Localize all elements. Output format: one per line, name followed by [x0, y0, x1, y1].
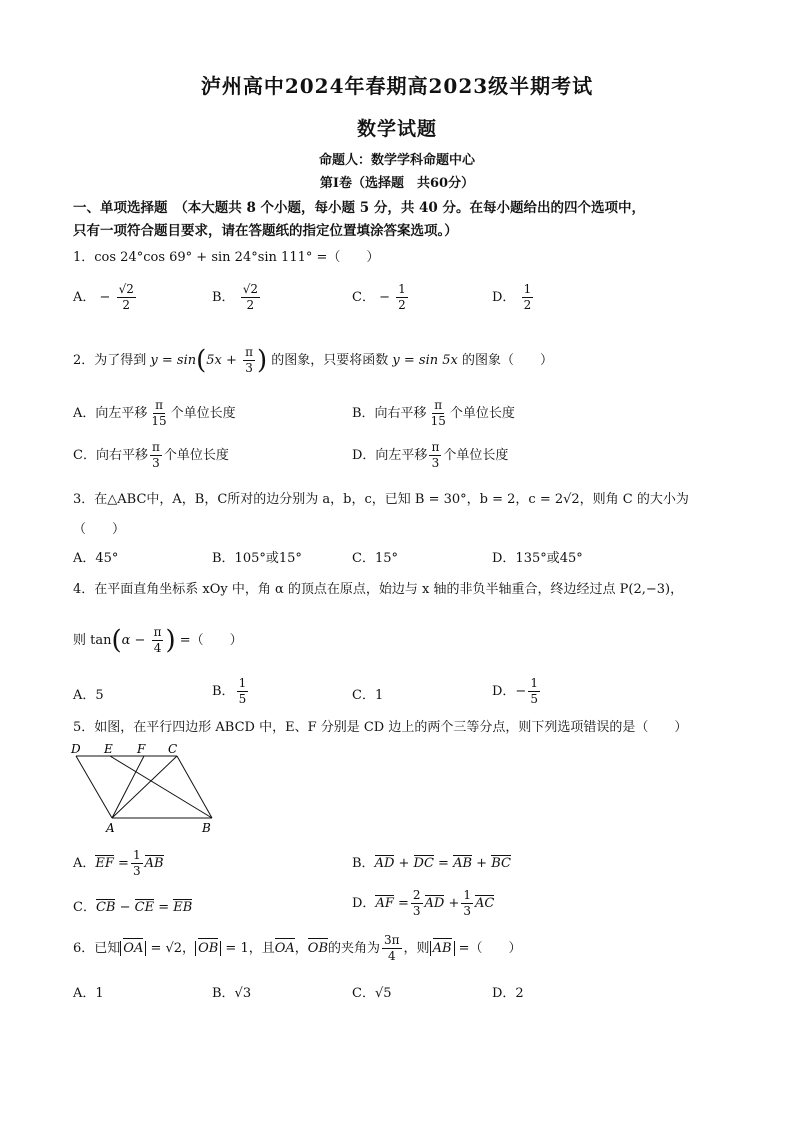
q4-option-a: A．5	[73, 688, 104, 703]
section-heading-line2: 只有一项符合题目要求，请在答题纸的指定位置填涂答案选项。）	[73, 223, 458, 239]
vector: AB	[433, 939, 452, 959]
question-4-line2	[73, 625, 733, 656]
option-text: B．向右平移	[352, 406, 427, 421]
q5-option-b: B．AD + DC = AB + BC	[352, 856, 511, 871]
q6-oa-val: = √2，	[150, 941, 196, 956]
segment-eb	[110, 756, 212, 818]
denominator: 15	[430, 414, 446, 428]
fraction	[243, 345, 255, 376]
abs-ab	[430, 941, 455, 956]
question-5: 5．如图，在平行四边形 ABCD 中，E、F 分别是 CD 边上的两个三等分点，则下列选项错误的是（ ）	[73, 720, 688, 735]
q4-option-b	[212, 676, 250, 707]
author-line: 命题人：数学学科命题中心	[318, 153, 475, 168]
abs-ob	[195, 941, 221, 956]
fraction	[152, 625, 164, 656]
segment-ac	[112, 756, 177, 818]
option-text: 个单位长度	[170, 406, 236, 421]
q1-option-b	[212, 282, 262, 313]
fraction	[241, 282, 260, 313]
equals: =	[118, 856, 129, 871]
denominator: 4	[153, 641, 162, 655]
denominator: 3	[463, 904, 472, 918]
numerator: 1	[238, 676, 247, 690]
denominator: 3	[152, 456, 160, 470]
numerator: 1	[132, 848, 141, 862]
sign: −	[379, 290, 390, 305]
fraction	[461, 888, 473, 919]
numerator: 1	[398, 282, 406, 296]
paren-open: (	[196, 345, 207, 376]
q2-expr2: y = sin 5x	[392, 353, 458, 368]
vector: AB	[453, 856, 473, 871]
vector: AD	[424, 896, 445, 911]
option-label: B．	[352, 856, 375, 871]
vector: OA	[123, 939, 143, 959]
denominator: 3	[431, 456, 440, 470]
q1-option-d	[492, 282, 535, 313]
denominator: 2	[122, 298, 131, 312]
denominator: 15	[151, 414, 167, 428]
fraction	[150, 440, 162, 471]
paren-close: )	[165, 625, 176, 656]
numerator: π	[151, 440, 160, 454]
q6-option-d: D．2	[492, 986, 524, 1001]
side-cb	[177, 756, 212, 818]
question-3: 3．在△ABC中，A，B，C所对的边分别为 a，b，c，已知 B = 30°，b = 2，c = 2√2，则角 C 的大小为	[73, 492, 689, 507]
q2-option-c	[73, 440, 229, 471]
numerator: 2	[412, 888, 421, 902]
abs-oa	[120, 941, 146, 956]
option-text: 个单位长度	[449, 406, 515, 421]
q6-ob-val: = 1，且	[225, 941, 275, 956]
vector: EB	[173, 900, 193, 915]
numerator: π	[431, 440, 440, 454]
fraction	[429, 440, 441, 471]
option-text: 个单位长度	[163, 448, 229, 463]
paren-close: )	[256, 345, 268, 376]
q5-option-a	[73, 848, 164, 879]
fraction	[131, 848, 143, 879]
q2-option-a	[73, 398, 236, 429]
paren-open: (	[111, 625, 122, 656]
q2-post: 的图象，只要将函数	[271, 353, 389, 368]
q6-pre: 6．已知	[73, 941, 121, 956]
q4-option-d	[492, 676, 542, 707]
q6-mid: 的夹角为	[328, 941, 381, 956]
label-c: C	[168, 742, 178, 756]
label-a: A	[106, 821, 115, 835]
fraction	[117, 282, 136, 313]
option-label: D．−	[492, 684, 527, 699]
denominator: 3	[245, 361, 253, 375]
question-6: 6．已知 OA = √2， OB = 1，且OA，OB的夹角为 $\frac{3\pi}{4}$ ，则 AB =（ ）	[73, 933, 522, 963]
fraction	[429, 398, 448, 429]
exam-title: 泸州高中2024年春期高2023级半期考试	[200, 74, 594, 98]
numerator: π	[245, 345, 253, 359]
option-label: A．	[73, 856, 96, 871]
numerator: π	[434, 398, 443, 412]
vector: OB	[308, 939, 328, 959]
q4-option-c: C．1	[352, 688, 384, 703]
fraction	[396, 282, 408, 313]
label-e: E	[104, 742, 113, 756]
numerator: 1	[463, 888, 472, 902]
q6-end: =（ ）	[458, 941, 522, 956]
vector: EF	[95, 856, 114, 871]
vector: AD	[374, 856, 395, 871]
denominator: 5	[530, 692, 538, 706]
q5-option-d: D．AF = $\frac{2}{3}$ AD + $\frac{1}{3}$ AC	[352, 888, 495, 918]
parallelogram-figure	[66, 742, 226, 837]
numerator: π	[153, 625, 162, 639]
numerator: 1	[530, 676, 538, 690]
vector: OA	[275, 939, 295, 959]
q1-option-c	[352, 282, 410, 313]
label-f: F	[137, 742, 146, 756]
denominator: 5	[238, 692, 247, 706]
vector: BC	[491, 856, 511, 871]
vector: CE	[134, 900, 155, 915]
option-label: C．	[73, 900, 96, 915]
q5-option-c: C．CB − CE = EB	[73, 900, 193, 915]
vector: CB	[95, 900, 116, 915]
volume-line: 第Ⅰ卷（选择题 共60分）	[319, 176, 475, 191]
denominator: 2	[398, 298, 406, 312]
option-text: 个单位长度	[443, 448, 509, 463]
fraction	[411, 888, 423, 919]
q6-option-a: A．1	[73, 986, 104, 1001]
vector: AC	[475, 896, 495, 911]
question-4: 4．在平面直角坐标系 xOy 中，角 α 的顶点在原点，始边与 x 轴的非负半轴重合，终边经过点 P(2,−3)，	[73, 582, 684, 597]
numerator: π	[155, 398, 163, 412]
q2-post2: 的图象（ ）	[462, 353, 554, 368]
section-heading-line1: 一、单项选择题 （本大题共 8 个小题，每小题 5 分，共 40 分。在每小题给出的四个选项中，	[73, 200, 646, 216]
q2-expr: y = sin	[150, 353, 197, 368]
fraction	[149, 398, 168, 429]
question-3-line2: （ ）	[73, 522, 126, 537]
numerator: 3π	[384, 933, 400, 947]
q2-option-d	[352, 440, 508, 471]
q2-pre: 2．为了得到	[73, 353, 147, 368]
denominator: 3	[132, 864, 141, 878]
q3-option-b: B．105°或15°	[212, 551, 302, 566]
question-1: 1．cos 24°cos 69° + sin 24°sin 111° =（ ）	[73, 250, 380, 265]
option-text: A．向左平移	[73, 406, 148, 421]
q6-post: ，则	[403, 941, 430, 956]
label-b: B	[202, 821, 211, 835]
vector: AB	[144, 856, 164, 871]
vector: AF	[375, 896, 394, 911]
fraction	[237, 676, 249, 707]
q6-option-c: C．√5	[352, 986, 392, 1001]
numerator: √2	[242, 282, 258, 296]
denominator: 2	[523, 298, 532, 312]
q4-pre: 则 tan	[73, 633, 112, 648]
option-label: A．	[73, 290, 96, 305]
side-da	[76, 756, 112, 818]
q6-option-b: B．√3	[212, 986, 252, 1001]
segment-af	[112, 756, 144, 818]
option-label: D．	[352, 896, 376, 911]
q2-expr-inner: 5x +	[206, 353, 237, 368]
sign: −	[99, 290, 111, 305]
q2-option-b	[352, 398, 515, 429]
fraction	[382, 933, 402, 964]
q4-alpha: α −	[121, 633, 146, 648]
q3-option-c: C．15°	[352, 551, 398, 566]
q3-option-a: A．45°	[73, 551, 119, 566]
question-2	[73, 345, 733, 376]
numerator: √2	[118, 282, 134, 296]
option-label: B．	[212, 684, 235, 699]
label-d: D	[71, 742, 81, 756]
vector: OB	[198, 939, 218, 959]
numerator: 1	[523, 282, 532, 296]
option-text: C．向右平移	[73, 448, 148, 463]
option-text: D．向左平移	[352, 448, 428, 463]
denominator: 2	[246, 298, 255, 312]
denominator: 4	[387, 949, 396, 963]
vector: DC	[413, 856, 434, 871]
q3-option-d: D．135°或45°	[492, 551, 583, 566]
fraction	[528, 676, 540, 707]
section-heading	[73, 197, 733, 243]
fraction	[522, 282, 534, 313]
subject-title: 数学试题	[356, 118, 437, 140]
denominator: 3	[412, 904, 421, 918]
q4-post: =（ ）	[179, 633, 243, 648]
q1-option-a	[73, 282, 138, 313]
option-label: C．	[352, 290, 375, 305]
option-label: B．	[212, 290, 235, 305]
option-label: D．	[492, 290, 516, 305]
